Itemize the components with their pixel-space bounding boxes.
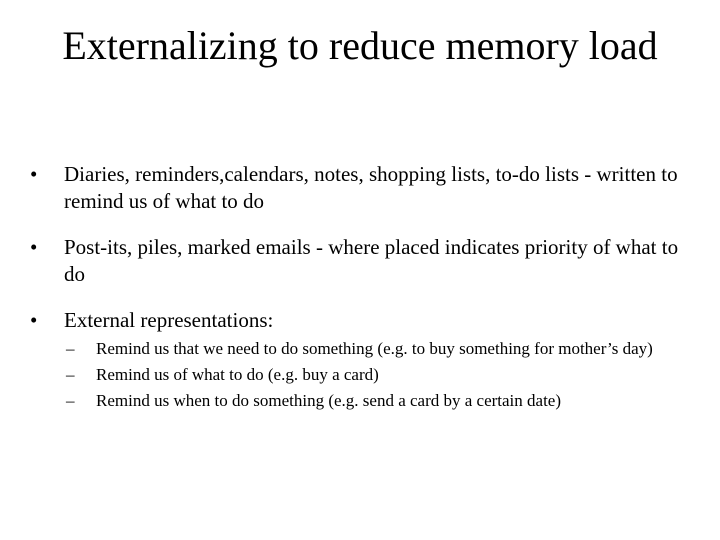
sub-bullet-text: Remind us that we need to do something (e.g. to buy something for mother’s day) — [96, 339, 653, 358]
slide-title: Externalizing to reduce memory load — [62, 23, 658, 68]
sub-bullet-text: Remind us of what to do (e.g. buy a card) — [96, 365, 379, 384]
bullet-text: Diaries, reminders,calendars, notes, shopping lists, to-do lists - written to remind us of what to do — [64, 162, 678, 213]
sub-bullet-marker: – — [66, 391, 75, 410]
sub-bullet-list — [30, 338, 680, 412]
sub-bullet-marker: – — [66, 365, 75, 384]
bullet-marker: • — [30, 235, 38, 259]
sub-bullet-item — [66, 338, 680, 360]
bullet-marker: • — [30, 162, 38, 186]
bullet-text: Post-its, piles, marked emails - where placed indicates priority of what to do — [64, 235, 679, 286]
bullet-item — [30, 307, 680, 334]
bullet-list — [30, 161, 680, 416]
bullet-text: External representations: — [64, 308, 274, 332]
sub-bullet-item — [66, 364, 680, 386]
bullet-marker: • — [30, 308, 38, 332]
sub-bullet-text: Remind us when to do something (e.g. send a card by a certain date) — [96, 391, 562, 410]
sub-bullet-item — [66, 390, 680, 412]
sub-bullet-marker: – — [66, 339, 75, 358]
bullet-item — [30, 161, 680, 215]
bullet-item — [30, 234, 680, 288]
